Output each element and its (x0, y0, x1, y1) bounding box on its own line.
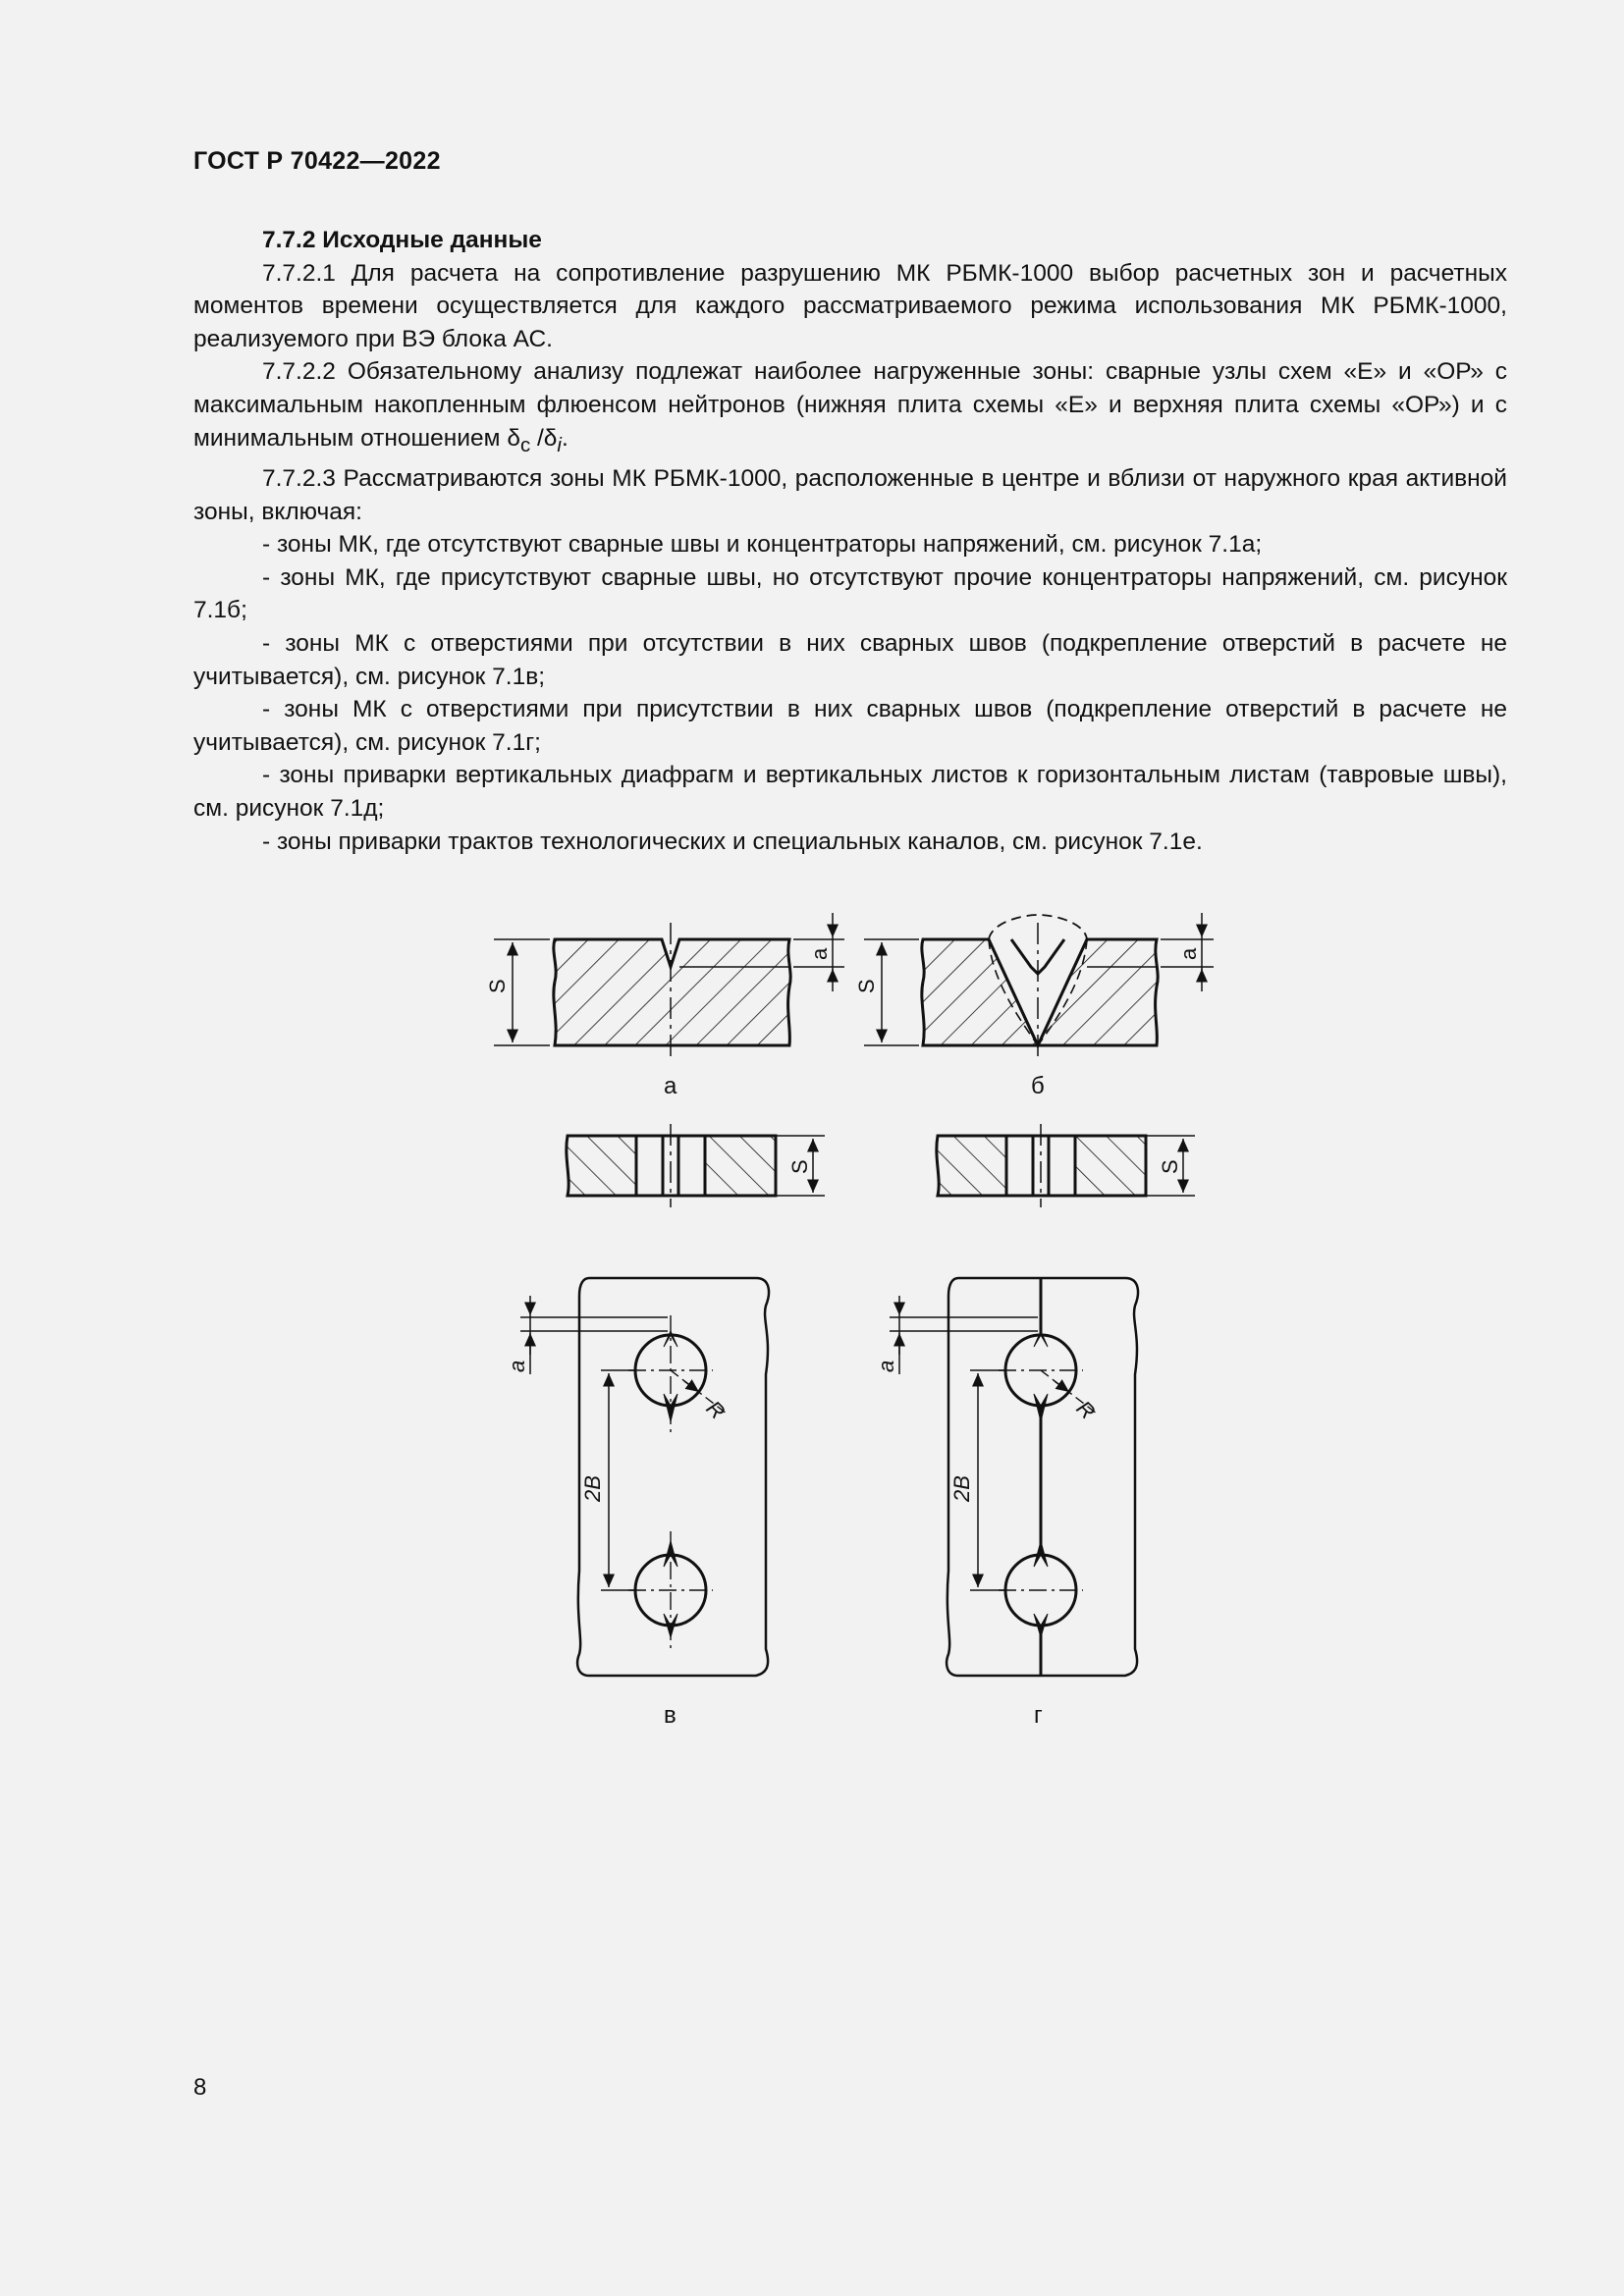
delta-symbol: δ (507, 424, 520, 452)
list-item: - зоны МК с отверстиями при отсутствии в них сварных швов (подкрепление отверстий в расчете не учитывается), см. рисунок 7.1в; (193, 630, 1507, 690)
delta-symbol: δ (543, 424, 558, 452)
plan-v (520, 1278, 769, 1676)
sketch-g-label: г (1034, 1702, 1043, 1729)
sketch-v-label: в (664, 1702, 677, 1729)
paragraph-7-7-2-1: 7.7.2.1 Для расчета на сопротивление разрушению МК РБМК-1000 выбор расчетных зон и расчетных моментов времени осуществляется для каждого рассматриваемого режима использования МК РБМК-1000, реализуемого при ВЭ блока АС. (193, 259, 1507, 352)
dim-s-label: S (485, 979, 510, 993)
dim-a-label: a (874, 1360, 898, 1372)
plan-g (890, 1278, 1138, 1676)
dim-a-label: a (807, 947, 832, 960)
dim-r-label: R (1071, 1395, 1101, 1424)
document-header: ГОСТ Р 70422—2022 (193, 147, 441, 175)
sketch-a-label: а (664, 1073, 677, 1099)
section-v-cross (567, 1124, 825, 1207)
dim-s-label: S (854, 979, 879, 993)
list-item: - зоны приварки вертикальных диафрагм и вертикальных листов к горизонтальным листам (тавровые швы), см. рисунок 7.1д; (193, 762, 1507, 822)
list-item: - зоны МК, где отсутствуют сварные швы и концентраторы напряжений, см. рисунок 7.1а; (262, 531, 1263, 559)
paragraph-7-7-2-3: 7.7.2.3 Рассматриваются зоны МК РБМК-1000, расположенные в центре и вблизи от наружного края активной зоны, включая: (193, 465, 1507, 525)
page-number: 8 (193, 2074, 207, 2101)
period: . (561, 424, 568, 452)
sketch-a (494, 913, 844, 1060)
sketch-b (864, 913, 1214, 1060)
dim-r-label: R (701, 1395, 731, 1424)
dim-2b-label: 2B (949, 1475, 974, 1502)
paragraph-text: 7.7.2.2 Обязательному анализу подлежат наиболее нагруженные зоны: сварные узлы схем «Е» и «ОР» с максимальным накопленным флюенсом нейтронов (нижняя плита схемы «Е» и верхняя плита схемы «ОР») и с минимальным отношением (193, 358, 1507, 452)
list-item: - зоны МК с отверстиями при присутствии в них сварных швов (подкрепление отверстий в расчете не учитывается), см. рисунок 7.1г; (193, 696, 1507, 756)
list-item: - зоны МК, где присутствуют сварные швы, но отсутствуют прочие концентраторы напряжений, см. рисунок 7.1б; (193, 563, 1507, 624)
list-item: - зоны приварки трактов технологических и специальных каналов, см. рисунок 7.1е. (262, 828, 1203, 855)
dim-2b-label: 2B (580, 1475, 605, 1502)
dim-a-label: a (1176, 947, 1201, 960)
dim-s-label: S (1158, 1159, 1182, 1174)
section-title: 7.7.2 Исходные данные (262, 227, 542, 253)
dim-s-label: S (787, 1159, 812, 1174)
sketch-b-label: б (1031, 1073, 1045, 1099)
subscript-c: c (519, 434, 531, 456)
section-g-cross (937, 1124, 1195, 1207)
subscript-i: i (557, 434, 562, 456)
slash: / (530, 424, 544, 452)
dim-a-label: a (505, 1360, 529, 1372)
